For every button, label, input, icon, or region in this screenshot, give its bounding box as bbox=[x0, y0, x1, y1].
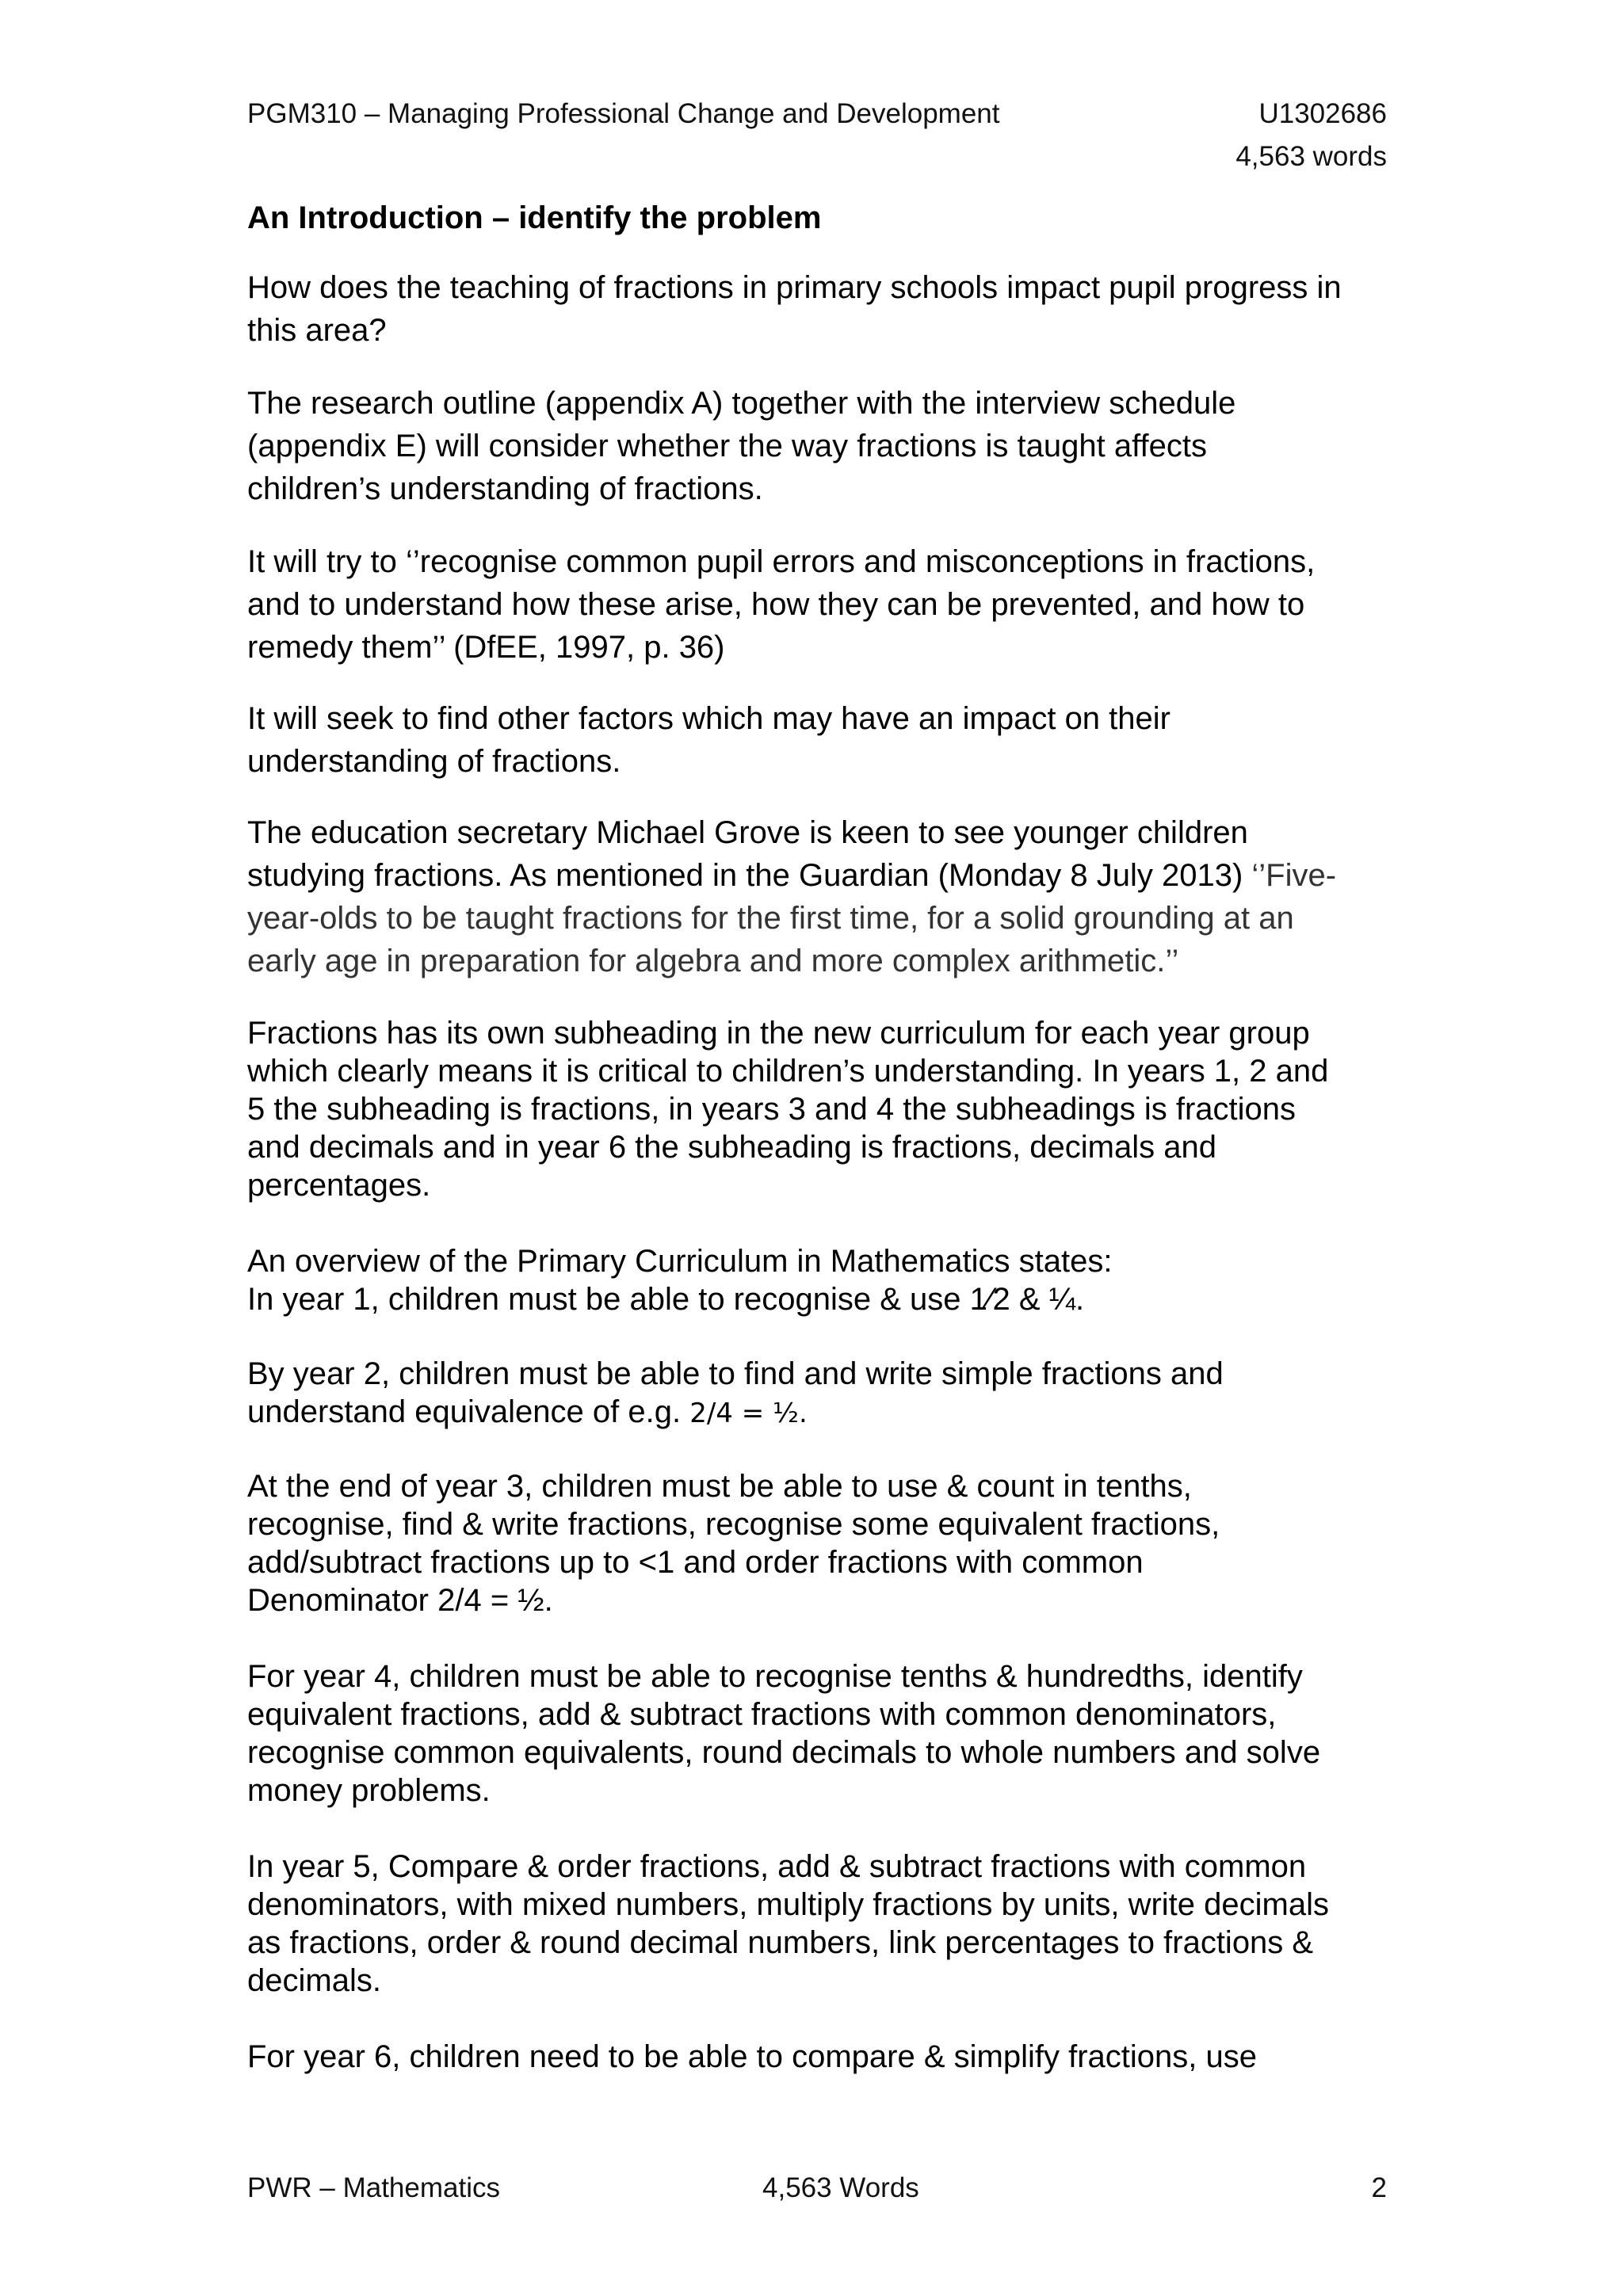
paragraph-outline bbox=[247, 382, 1388, 510]
text-line: For year 4, children must be able to recognise tenths & hundredths, identify bbox=[247, 1659, 1303, 1694]
text-line bbox=[247, 854, 1388, 897]
header-course-title: PGM310 – Managing Professional Change and Development bbox=[247, 98, 1000, 129]
header-word-count: 4,563 words bbox=[1235, 141, 1387, 172]
text-line: 5 the subheading is fractions, in years 3 and 4 the subheadings is fractions bbox=[247, 1092, 1296, 1127]
paragraph-secretary bbox=[247, 811, 1388, 982]
paragraph-question bbox=[247, 266, 1388, 352]
text-line: It will try to ‘’recognise common pupil errors and misconceptions in fractions, bbox=[247, 544, 1316, 579]
paragraph-factors bbox=[247, 697, 1388, 783]
footer-module: PWR – Mathematics bbox=[247, 2172, 500, 2203]
text-line: remedy them’’ (DfEE, 1997, p. 36) bbox=[247, 630, 725, 665]
text-line: In year 1, children must be able to recognise & use 1⁄2 & ¼. bbox=[247, 1282, 1085, 1317]
text-line: children’s understanding of fractions. bbox=[247, 471, 763, 506]
text-line: It will seek to find other factors which may have an impact on their bbox=[247, 701, 1170, 736]
text-line: How does the teaching of fractions in primary schools impact pupil progress in bbox=[247, 270, 1342, 305]
text-line: An overview of the Primary Curriculum in Mathematics states: bbox=[247, 1244, 1113, 1279]
text-line bbox=[247, 1393, 1388, 1432]
text-line: and decimals and in year 6 the subheading is fractions, decimals and bbox=[247, 1130, 1216, 1165]
footer-word-count: 4,563 Words bbox=[762, 2172, 919, 2203]
paragraph-overview bbox=[247, 1242, 1388, 1318]
section-heading: An Introduction – identify the problem bbox=[247, 200, 822, 235]
text-line: (appendix E) will consider whether the way fractions is taught affects bbox=[247, 429, 1207, 463]
guardian-quote-open: ‘’Five- bbox=[1251, 858, 1337, 893]
text-line: By year 2, children must be able to find and write simple fractions and bbox=[247, 1356, 1224, 1391]
paragraph-recognise bbox=[247, 540, 1388, 669]
paragraph-year5 bbox=[247, 1848, 1388, 2000]
text-line: denominators, with mixed numbers, multiply fractions by units, write decimals bbox=[247, 1887, 1329, 1922]
text-line: recognise, find & write fractions, recognise some equivalent fractions, bbox=[247, 1507, 1220, 1542]
text-line: The research outline (appendix A) together with the interview schedule bbox=[247, 386, 1236, 421]
header-student-id: U1302686 bbox=[1258, 98, 1387, 129]
guardian-quote-line: year-olds to be taught fractions for the first time, for a solid grounding at an bbox=[247, 901, 1294, 936]
text-line: money problems. bbox=[247, 1773, 491, 1808]
year2-text: understand equivalence of e.g. bbox=[247, 1394, 690, 1429]
text-line: decimals. bbox=[247, 1963, 381, 1998]
text-line: and to understand how these arise, how they can be prevented, and how to bbox=[247, 587, 1305, 622]
text-line: recognise common equivalents, round decimals to whole numbers and solve bbox=[247, 1735, 1321, 1770]
guardian-quote-line: early age in preparation for algebra and more complex arithmetic.’’ bbox=[247, 944, 1179, 978]
secretary-text: studying fractions. As mentioned in the Guardian (Monday 8 July 2013) bbox=[247, 858, 1252, 893]
paragraph-year2 bbox=[247, 1355, 1388, 1432]
text-line: add/subtract fractions up to <1 and order fractions with common bbox=[247, 1545, 1144, 1580]
text-line: percentages. bbox=[247, 1168, 431, 1203]
year2-equivalence: 2/4 = ½. bbox=[689, 1398, 808, 1429]
text-line: Denominator 2/4 = ½. bbox=[247, 1583, 553, 1618]
text-line: For year 6, children need to be able to compare & simplify fractions, use bbox=[247, 2039, 1257, 2074]
paragraph-year3 bbox=[247, 1467, 1388, 1619]
text-line: The education secretary Michael Grove is keen to see younger children bbox=[247, 815, 1248, 850]
text-line: as fractions, order & round decimal numbers, link percentages to fractions & bbox=[247, 1925, 1314, 1960]
text-line: In year 5, Compare & order fractions, add & subtract fractions with common bbox=[247, 1849, 1307, 1884]
paragraph-subheading bbox=[247, 1014, 1388, 1204]
text-line: which clearly means it is critical to children’s understanding. In years 1, 2 and bbox=[247, 1054, 1329, 1089]
paragraph-year4 bbox=[247, 1657, 1388, 1810]
text-line: this area? bbox=[247, 313, 387, 348]
text-line: equivalent fractions, add & subtract fractions with common denominators, bbox=[247, 1697, 1277, 1732]
paragraph-year6 bbox=[247, 2038, 1388, 2076]
page-number: 2 bbox=[1371, 2172, 1387, 2203]
text-line: Fractions has its own subheading in the new curriculum for each year group bbox=[247, 1016, 1310, 1051]
text-line: understanding of fractions. bbox=[247, 744, 621, 779]
text-line: At the end of year 3, children must be able to use & count in tenths, bbox=[247, 1469, 1192, 1504]
